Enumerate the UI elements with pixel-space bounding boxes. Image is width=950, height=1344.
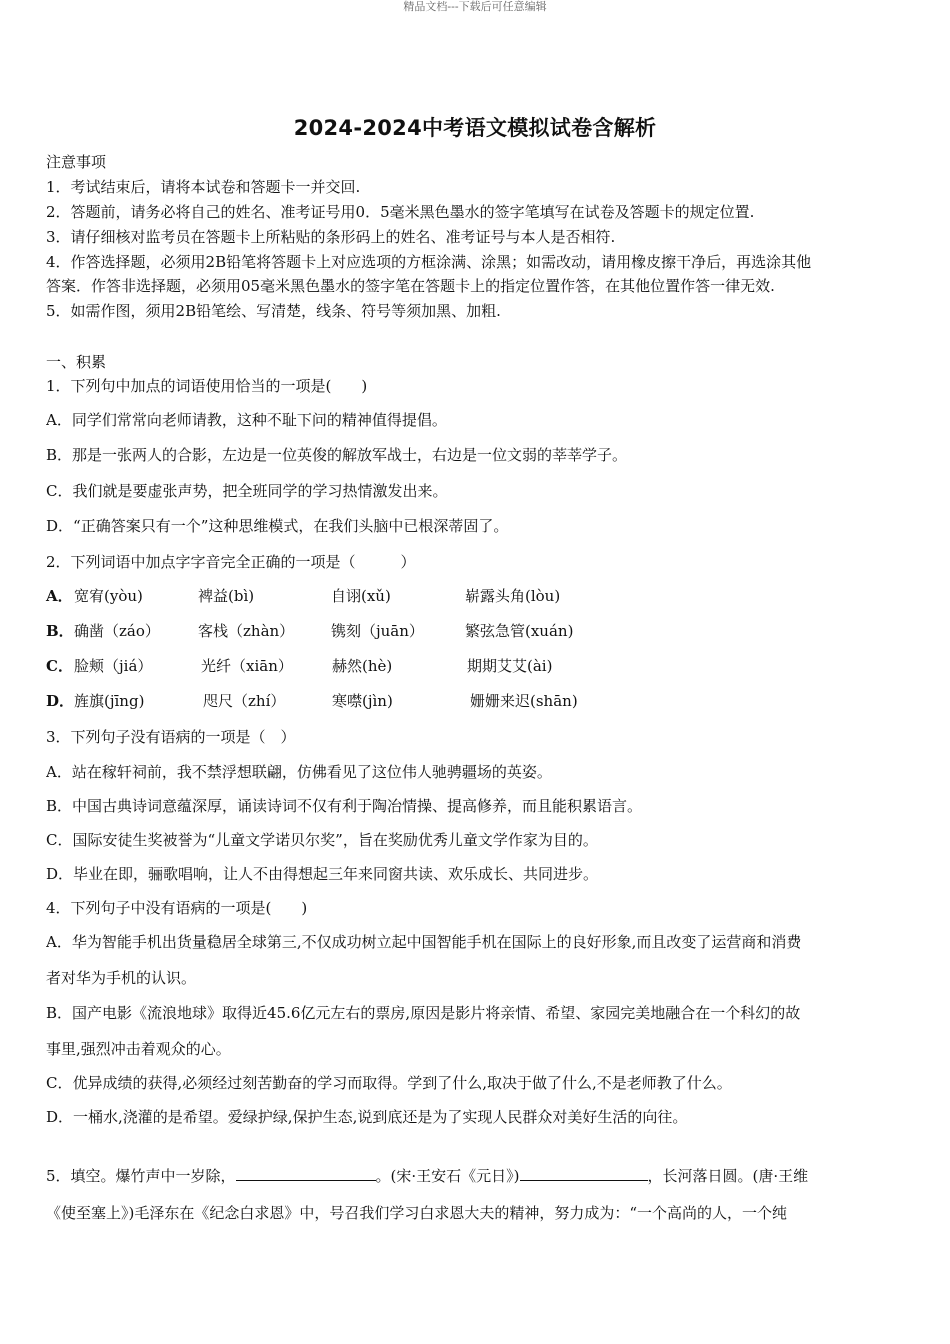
option-term: 客栈（zhàn）	[198, 622, 295, 640]
question-1-option-d: D．“正确答案只有一个”这种思维模式，在我们头脑中已根深蒂固了。	[46, 517, 509, 535]
question-1-option-a: A．同学们常常向老师请教，这种不耻下问的精神值得提倡。	[46, 411, 447, 429]
option-term: 寒噤(jìn)	[332, 692, 393, 710]
option-term: 光纤（xiān）	[201, 657, 293, 675]
question-5-line-1	[46, 1166, 906, 1186]
question-1-option-c: C．我们就是要虚张声势，把全班同学的学习热情激发出来。	[46, 482, 448, 500]
option-term: 咫尺（zhí）	[203, 692, 286, 710]
option-term: 崭露头角(lòu)	[465, 587, 561, 605]
question-3-option-c: C．国际安徒生奖被誉为“儿童文学诺贝尔奖”，旨在奖励优秀儿童文学作家为目的。	[46, 831, 598, 849]
option-term: 旌旗(jīng)	[74, 692, 145, 710]
page-title: 2024-2024中考语文模拟试卷含解析	[293, 116, 657, 140]
answer-blank[interactable]	[236, 1166, 376, 1181]
question-4-option-a: A．华为智能手机出货量稳居全球第三,不仅成功树立起中国智能手机在国际上的良好形象,而且改变了运营商和消费	[46, 933, 802, 951]
question-2-option-d	[46, 691, 906, 711]
question-5-line-2: 《使至塞上》)毛泽东在《纪念白求恩》中，号召我们学习白求恩大夫的精神，努力成为：“一个高尚的人，一个纯	[46, 1204, 788, 1222]
question-4-stem: 4．下列句子中没有语病的一项是( )	[46, 899, 308, 917]
question-2-option-a	[46, 586, 906, 606]
option-term: 镌刻（juān）	[331, 622, 424, 640]
question-4-option-a-cont: 者对华为手机的认识。	[46, 969, 197, 987]
option-letter: A．	[46, 587, 73, 605]
question-2-option-c	[46, 656, 906, 676]
option-term: 脸颊（jiá）	[74, 657, 153, 675]
question-4-option-c: C．优异成绩的获得,必须经过刻苦勤奋的学习而取得。学到了什么,取决于做了什么,不是老师教了什么。	[46, 1074, 732, 1092]
question-3-option-b: B．中国古典诗词意蕴深厚，诵读诗词不仅有利于陶冶情操、提高修养，而且能积累语言。	[46, 797, 643, 815]
question-3-stem: 3．下列句子没有语病的一项是（ ）	[46, 728, 296, 746]
option-letter: C．	[46, 657, 73, 675]
answer-blank[interactable]	[520, 1166, 648, 1181]
notice-item: 4．作答选择题，必须用2B铅笔将答题卡上对应选项的方框涂满、涂黑；如需改动，请用橡皮擦干净后，再选涂其他	[46, 253, 812, 271]
notice-item: 1．考试结束后，请将本试卷和答题卡一并交回.	[46, 178, 361, 196]
option-letter: B．	[46, 622, 74, 640]
question-2-option-b	[46, 621, 906, 641]
option-term: 繁弦急管(xuán)	[465, 622, 574, 640]
option-term: 确凿（záo）	[74, 622, 160, 640]
section-heading: 一、积累	[46, 353, 107, 371]
option-term: 自诩(xǔ)	[331, 587, 391, 605]
question-1-stem: 1．下列句中加点的词语使用恰当的一项是( )	[46, 377, 368, 395]
question-4-option-b: B．国产电影《流浪地球》取得近45.6亿元左右的票房,原因是影片将亲情、希望、家园完美地融合在一个科幻的故	[46, 1004, 801, 1022]
option-term: 宽宥(yòu)	[74, 587, 143, 605]
question-2-stem: 2．下列词语中加点字字音完全正确的一项是（ ）	[46, 553, 416, 571]
notice-item: 3．请仔细核对监考员在答题卡上所粘贴的条形码上的姓名、准考证号与本人是否相符.	[46, 228, 616, 246]
question-4-option-d: D．一桶水,浇灌的是希望。爱绿护绿,保护生态,说到底还是为了实现人民群众对美好生活的向往。	[46, 1108, 688, 1126]
question-5-text: ，长河落日圆。(唐·王维	[647, 1167, 809, 1185]
notice-item: 2．答题前，请务必将自己的姓名、准考证号用0．5毫米黑色墨水的签字笔填写在试卷及答题卡的规定位置.	[46, 203, 755, 221]
option-letter: D．	[46, 692, 75, 710]
option-term: 赫然(hè)	[332, 657, 393, 675]
question-3-option-d: D．毕业在即，骊歌唱响，让人不由得想起三年来同窗共读、欢乐成长、共同进步。	[46, 865, 599, 883]
question-5-text: 。(宋·王安石《元日》)	[375, 1167, 520, 1185]
option-term: 姗姗来迟(shān)	[470, 692, 578, 710]
option-term: 期期艾艾(ài)	[467, 657, 553, 675]
notice-heading: 注意事项	[46, 153, 107, 171]
notice-item: 答案．作答非选择题，必须用05毫米黑色墨水的签字笔在答题卡上的指定位置作答，在其他位置作答一律无效.	[46, 277, 775, 295]
notice-item: 5．如需作图，须用2B铅笔绘、写清楚，线条、符号等须加黑、加粗.	[46, 302, 501, 320]
question-3-option-a: A．站在稼轩祠前，我不禁浮想联翩，仿佛看见了这位伟人驰骋疆场的英姿。	[46, 763, 552, 781]
question-4-option-b-cont: 事里,强烈冲击着观众的心。	[46, 1040, 231, 1058]
header-note: 精品文档---下载后可任意编辑	[403, 0, 547, 13]
option-term: 裨益(bì)	[198, 587, 255, 605]
question-5-text: 5．填空。爆竹声中一岁除，	[46, 1167, 236, 1185]
question-1-option-b: B．那是一张两人的合影，左边是一位英俊的解放军战士，右边是一位文弱的莘莘学子。	[46, 446, 628, 464]
